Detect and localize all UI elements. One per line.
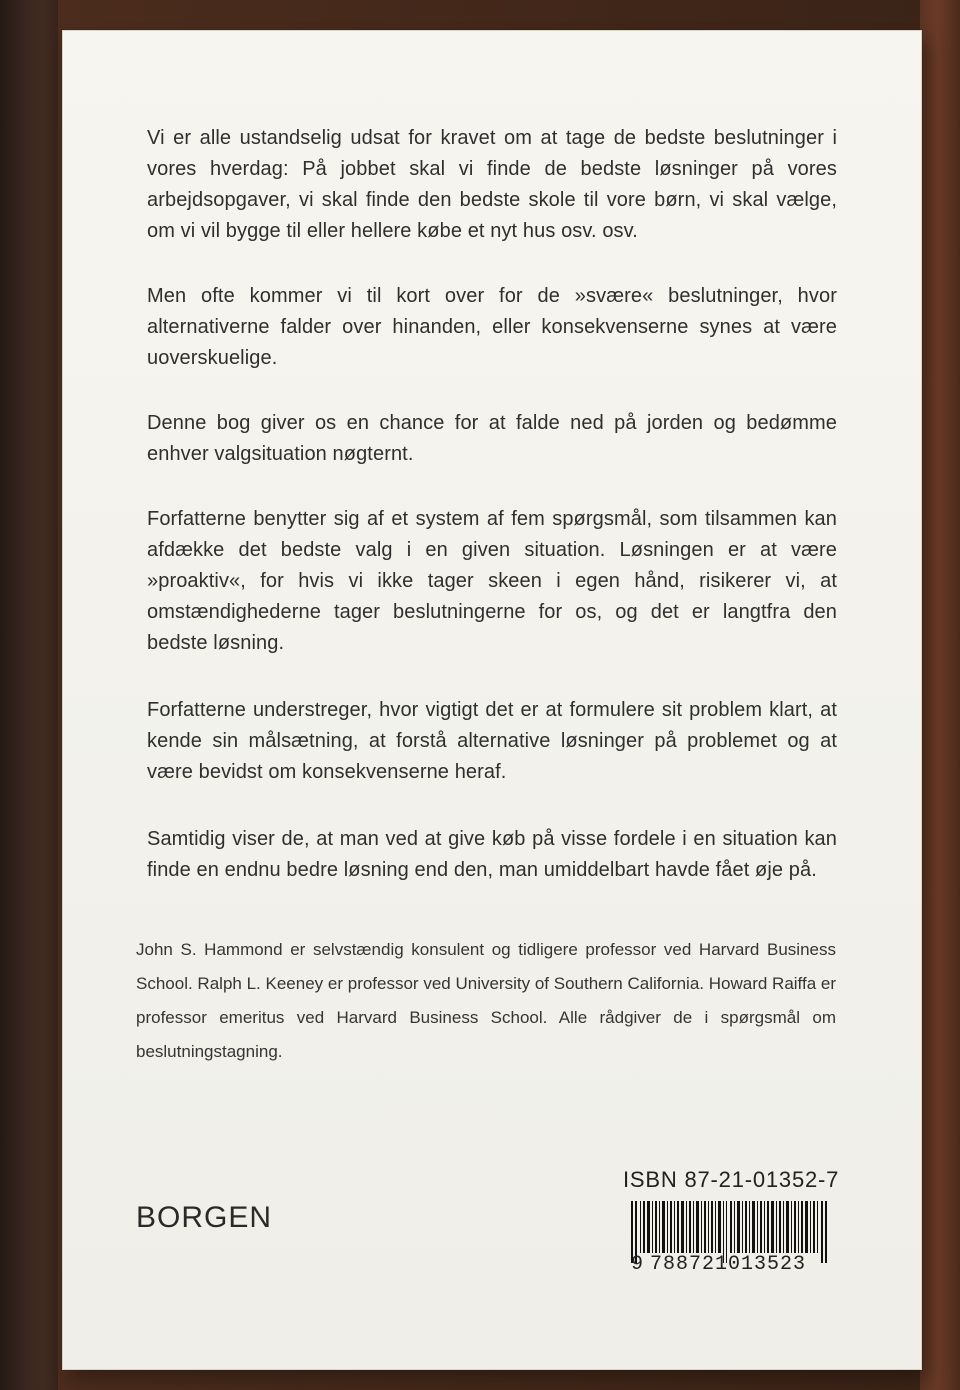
blurb-paragraph-1: Vi er alle ustandselig udsat for kravet om at tage de bedste beslutninger i vores hverdag: På jobbet skal vi finde de bedste løsninger på vores arbejdsopgaver, vi skal finde den bedste skole til vore børn, vi skal vælge, om vi vil bygge til eller hellere købe et nyt hus osv. osv. (147, 127, 837, 242)
barcode-number (631, 1253, 841, 1276)
blurb-paragraph-4: Forfatterne benytter sig af et system af fem spørgsmål, som tilsammen kan afdække det bedste valg i en given situation. Løsningen er at være »proaktiv«, for hvis vi ikke tager skeen i egen hånd, risikerer vi, at omstændighederne tager beslutningerne for os, og det er langtfra den bedste løsning. (147, 508, 837, 654)
blurb-paragraph-2: Men ofte kommer vi til kort over for de »svære« beslutninger, hvor alternativerne falder over hinanden, eller konsekvenserne synes at være uoverskuelige. (147, 285, 837, 369)
isbn-text: ISBN 87-21-01352-7 (623, 1167, 840, 1192)
wooden-surface-edge (920, 0, 960, 1390)
blurb-paragraph-3: Denne bog giver os en chance for at falde ned på jorden og bedømme enhver valgsituation nøgternt. (147, 412, 837, 465)
blurb-paragraph-5: Forfatterne understreger, hvor vigtigt det er at formulere sit problem klart, at kende sin målsætning, at forstå alternative løsninger på problemet og at være bevidst om konsekvenserne heraf. (147, 699, 837, 783)
book-back-cover (62, 30, 922, 1370)
barcode-main-digits: 788721013523 (650, 1253, 807, 1276)
blurb-text (147, 123, 837, 920)
barcode (621, 1201, 843, 1279)
background-book-edge (0, 0, 58, 1390)
blurb-paragraph-6: Samtidig viser de, at man ved at give køb på visse fordele i en situation kan finde en endnu bedre løsning end den, man umiddelbart havde fået øje på. (147, 828, 837, 881)
barcode-lead-digit: 9 (631, 1253, 645, 1276)
publisher-name: BORGEN (136, 1201, 273, 1234)
author-bio: John S. Hammond er selvstændig konsulent og tidligere professor ved Harvard Business School. Ralph L. Keeney er professor ved University of Southern California. Howard Raiffa er professor emeritus ved Harvard Business School. Alle rådgiver de i spørgsmål om beslutningstagning. (136, 940, 836, 1061)
